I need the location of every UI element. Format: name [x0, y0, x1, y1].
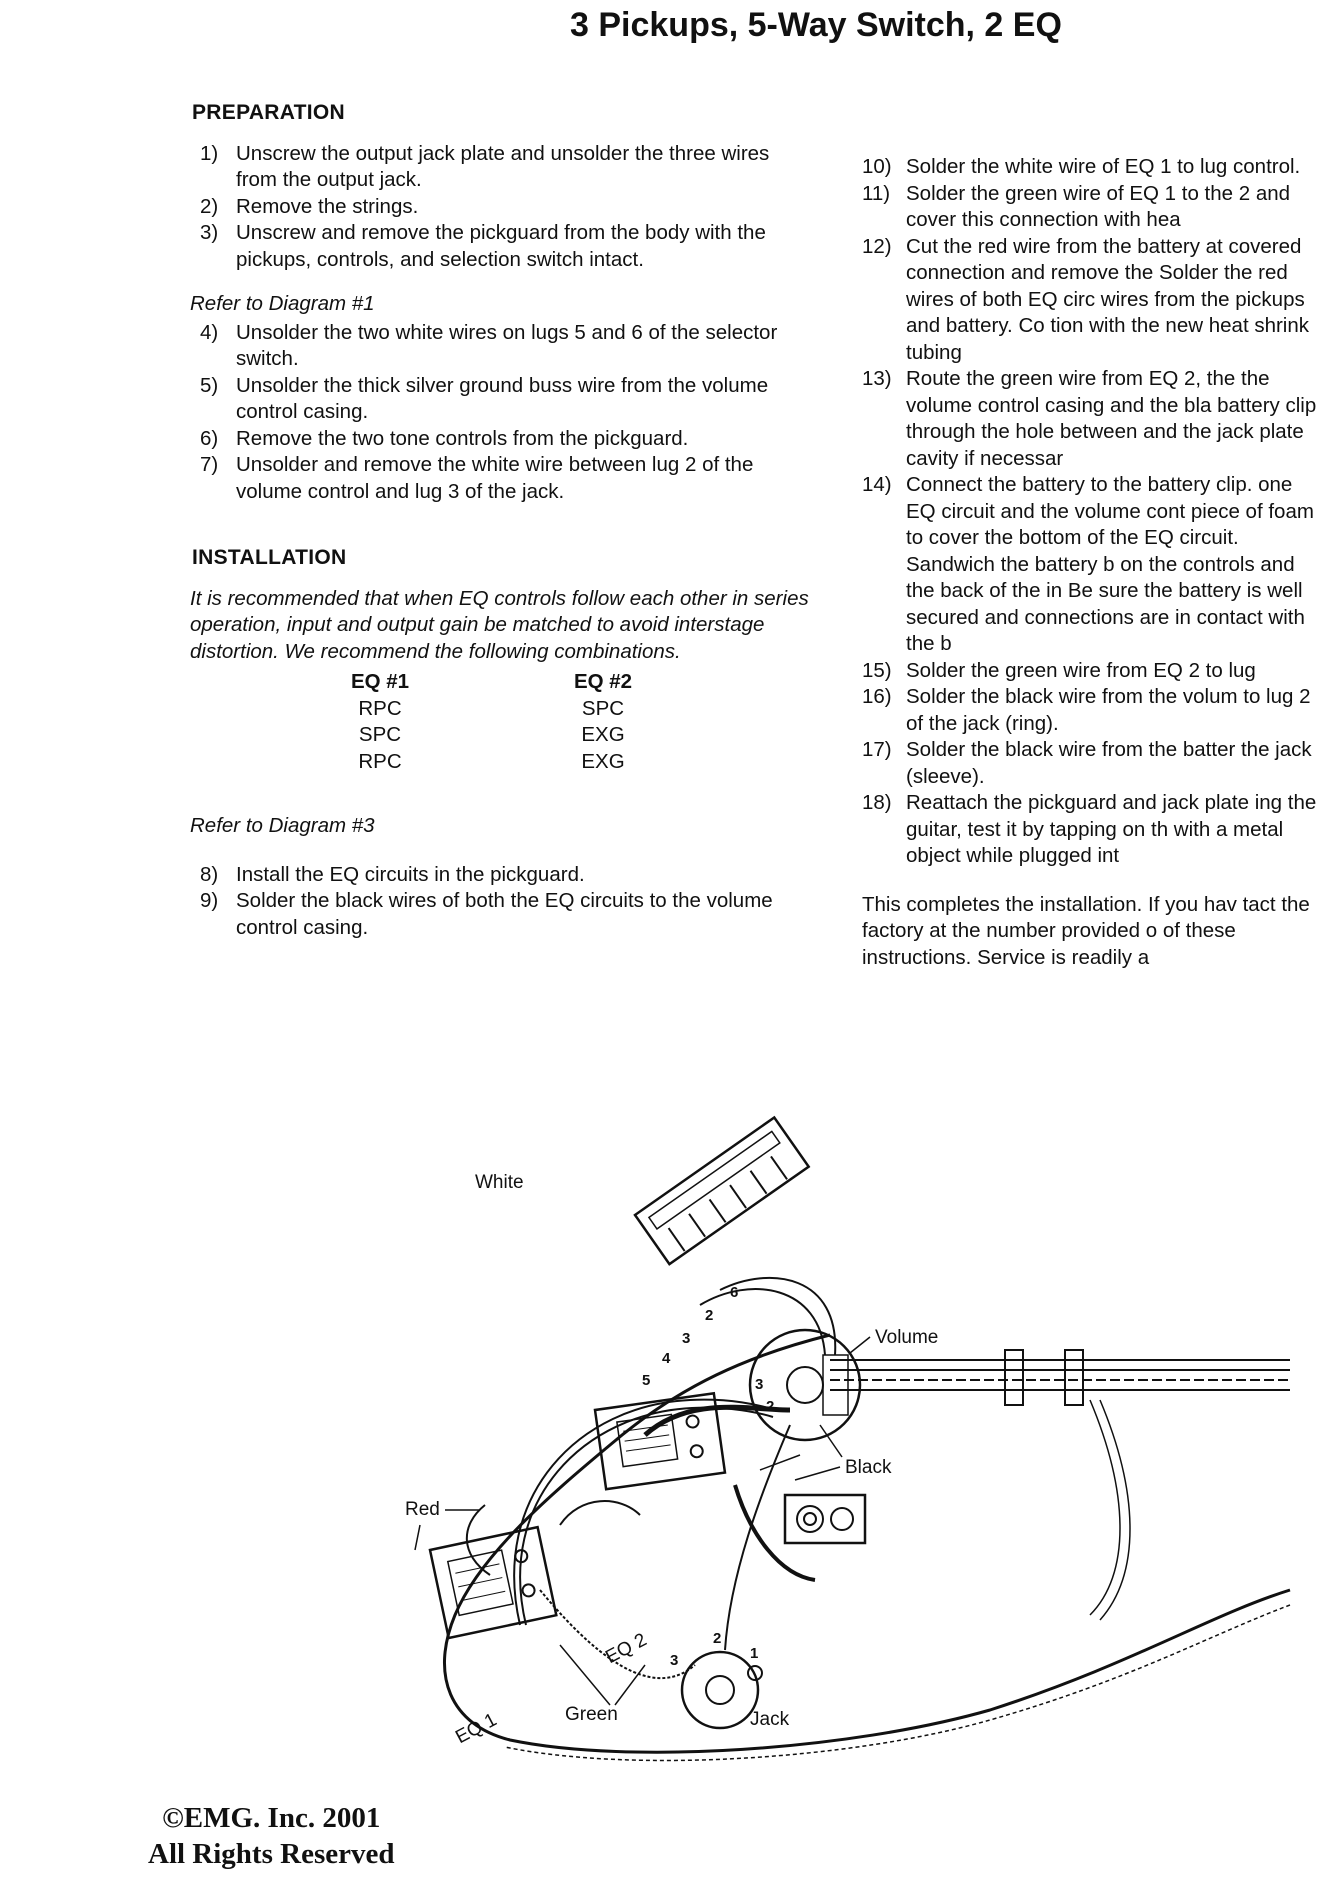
list-item — [862, 472, 1322, 658]
preparation-heading: PREPARATION — [192, 101, 346, 124]
table-cell: EXG — [581, 749, 625, 773]
step-number: 11) — [862, 181, 891, 205]
step-number: 16) — [862, 685, 892, 708]
installation-note: It is recommended that when EQ controls follow each other in series operation, input and output gain be matched to avoid interstage distortion. We recommend the following combinations. — [190, 586, 809, 663]
right-column — [862, 154, 1322, 971]
installation-heading: INSTALLATION — [192, 546, 347, 569]
step-text: Solder the black wire from the volum to lug 2 of the jack (ring). — [906, 685, 1311, 735]
selector-switch — [635, 1117, 809, 1264]
table-cell: SPC — [358, 723, 402, 746]
list-item — [190, 452, 810, 505]
volume-label: Volume — [875, 1327, 939, 1348]
list-item — [862, 234, 1322, 367]
switch-lug-label: 2 — [705, 1307, 714, 1324]
step-text: Unsolder and remove the white wire between lug 2 of the volume control and lug 3 of the jack. — [236, 453, 754, 503]
volume-lug-label: 2 — [766, 1398, 775, 1415]
step-number: 9) — [200, 889, 219, 912]
pickguard-inner-edge — [505, 1605, 1290, 1760]
step-text: Unsolder the thick silver ground buss wire from the volume control casing. — [236, 373, 769, 423]
list-item — [190, 141, 810, 194]
step-text: Solder the black wire from the batter the jack (sleeve). — [906, 738, 1312, 788]
list-item — [190, 194, 810, 221]
step-text: Route the green wire from EQ 2, the the volume control casing and the bla battery clip through the hole between and the jack plate cavity if necessar — [906, 367, 1317, 470]
step-text: Unscrew the output jack plate and unsolder the three wires from the output jack. — [236, 141, 770, 191]
list-item — [862, 790, 1322, 870]
preparation-steps — [190, 141, 810, 274]
eq1-label: EQ 1 — [452, 1709, 501, 1749]
step-number: 10) — [862, 155, 892, 178]
list-item — [190, 426, 810, 453]
step-number: 17) — [862, 738, 892, 761]
page-title: 3 Pickups, 5-Way Switch, 2 EQ — [570, 6, 1062, 44]
table-cell: EXG — [581, 723, 625, 746]
preparation-steps-2 — [190, 320, 810, 506]
step-text: Solder the green wire from EQ 2 to lug — [906, 658, 1256, 682]
eq1-header: EQ #1 — [350, 670, 410, 693]
step-number: 15) — [862, 658, 892, 682]
list-item — [190, 888, 810, 941]
jack-label: Jack — [750, 1709, 790, 1730]
pickup-wire-bundle — [830, 1350, 1290, 1620]
step-number: 1) — [200, 141, 219, 165]
eq2-header: EQ #2 — [573, 670, 633, 693]
switch-lug-label: 4 — [662, 1350, 671, 1367]
jack-lug-label: 2 — [713, 1630, 722, 1647]
volume-leader — [850, 1337, 870, 1353]
step-text: Unsolder the two white wires on lugs 5 and 6 of the selector switch. — [236, 320, 778, 370]
step-number: 3) — [200, 221, 219, 244]
step-number: 2) — [200, 194, 219, 218]
eq2-column — [563, 669, 643, 775]
copyright — [148, 1800, 394, 1872]
step-text: Solder the green wire of EQ 1 to the 2 and cover this connection with hea — [906, 181, 1291, 231]
step-number: 4) — [200, 320, 219, 344]
copyright-line: ©EMG. Inc. 2001 — [162, 1802, 381, 1834]
list-item — [862, 737, 1322, 790]
jack-plate — [785, 1495, 865, 1543]
step-number: 8) — [200, 862, 219, 886]
black-arrow — [795, 1467, 840, 1480]
step-number: 18) — [862, 791, 892, 814]
step-number: 12) — [862, 234, 892, 258]
step-text: Remove the two tone controls from the pickguard. — [236, 426, 689, 450]
switch-lug-label: 5 — [642, 1372, 651, 1389]
installation-steps — [190, 862, 810, 942]
list-item — [190, 320, 810, 373]
eq-combination-table — [190, 669, 810, 787]
step-text: Connect the battery to the battery clip. one EQ circuit and the volume cont piece of foam to cover the bottom of the EQ circuit. Sandwich the battery b on the controls and the back of the in Be sure the battery is well secured and connections are in contact with the b — [906, 473, 1314, 655]
white-label: White — [475, 1172, 524, 1193]
copyright-line: All Rights Reserved — [148, 1838, 395, 1870]
step-text: Solder the white wire of EQ 1 to lug control. — [906, 155, 1301, 178]
installation-steps-continued — [862, 154, 1322, 870]
black-label: Black — [845, 1457, 892, 1478]
step-text: Remove the strings. — [236, 194, 419, 218]
eq1-board — [430, 1527, 556, 1638]
step-number: 6) — [200, 426, 219, 450]
switch-lug-label: 6 — [730, 1284, 739, 1301]
white-label-box — [475, 1172, 524, 1194]
wiring-diagram — [405, 1172, 1290, 1775]
step-number: 14) — [862, 473, 892, 496]
green-label: Green — [565, 1704, 618, 1725]
red-label: Red — [405, 1499, 440, 1520]
step-number: 13) — [862, 367, 892, 390]
step-text: Solder the black wires of both the EQ circuits to the volume control casing. — [236, 889, 773, 939]
jack-lug-label: 1 — [750, 1645, 759, 1662]
list-item — [190, 220, 810, 273]
step-number: 5) — [200, 373, 219, 397]
list-item — [862, 658, 1322, 685]
jack-lug-label: 3 — [670, 1652, 679, 1669]
list-item — [862, 684, 1322, 737]
list-item — [190, 373, 810, 426]
table-cell: SPC — [581, 696, 625, 720]
table-cell: RPC — [358, 696, 402, 720]
step-text: Unscrew and remove the pickguard from the body with the pickups, controls, and selection switch intact. — [236, 221, 766, 271]
pickguard-outline — [444, 1335, 1290, 1752]
switch-lug-label: 3 — [682, 1330, 691, 1347]
diagram-reference-3: Refer to Diagram #3 — [190, 814, 375, 837]
volume-lug-label: 3 — [755, 1376, 764, 1393]
list-item — [190, 862, 810, 889]
eq1-column — [340, 669, 420, 775]
closing-paragraph: This completes the installation. If you hav tact the factory at the number provided o of these instructions. Service is readily a — [862, 892, 1310, 969]
step-text: Cut the red wire from the battery at covered connection and remove the Solder the red wires of both EQ circ wires from the pickups and battery. Co tion with the new heat shrink tubing — [906, 234, 1310, 364]
step-number: 7) — [200, 453, 219, 476]
list-item — [862, 181, 1322, 234]
wiring-diagram-svg — [405, 1195, 1290, 1775]
eq2-label: EQ 2 — [602, 1629, 651, 1669]
step-text: Install the EQ circuits in the pickguard. — [236, 862, 585, 886]
volume-pot — [750, 1330, 860, 1440]
step-text: Reattach the pickguard and jack plate ing the guitar, test it by tapping on th with a metal object while plugged int — [906, 791, 1317, 867]
list-item — [862, 366, 1322, 472]
table-cell: RPC — [358, 749, 402, 773]
list-item — [862, 154, 1322, 181]
diagram-reference-1: Refer to Diagram #1 — [190, 292, 375, 315]
left-column — [190, 100, 810, 941]
